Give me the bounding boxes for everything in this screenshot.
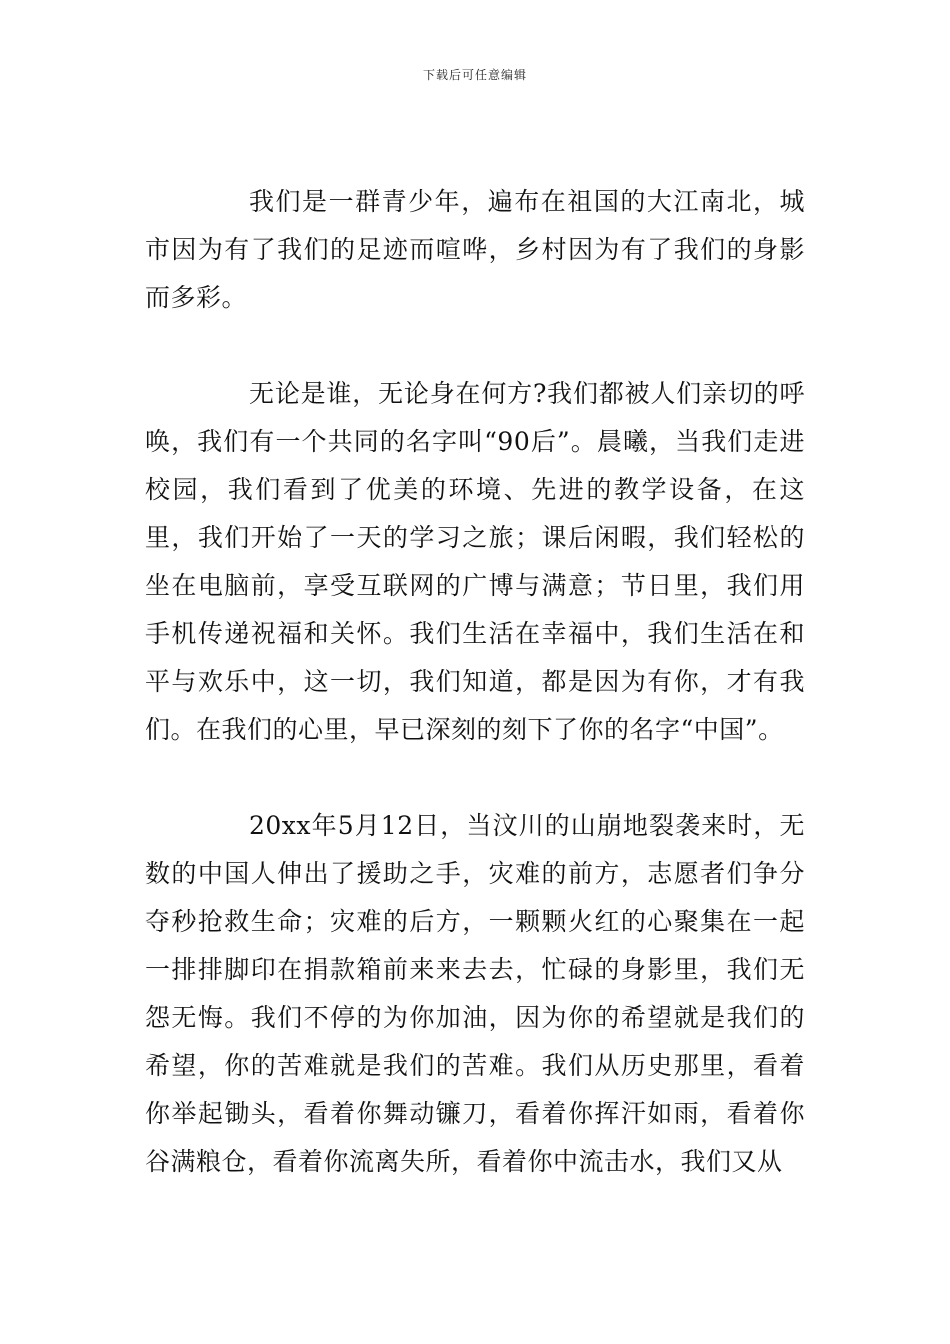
paragraph-2: 无论是谁，无论身在何方?我们都被人们亲切的呼唤，我们有一个共同的名字叫“90后”。晨曦，当我们走进校园，我们看到了优美的环境、先进的教学设备，在这里，我们开始了一天的学习之旅；课后闲暇，我们轻松的坐在电脑前，享受互联网的广博与满意；节日里，我们用手机传递祝福和关怀。我们生活在幸福中，我们生活在和平与欢乐中，这一切，我们知道，都是因为有你，才有我们。在我们的心里，早已深刻的刻下了你的名字“中国”。 [145,379,805,744]
paragraph-3: 20xx年5月12日，当汶川的山崩地裂袭来时，无数的中国人伸出了援助之手，灾难的前方，志愿者们争分夺秒抢救生命；灾难的后方，一颗颗火红的心聚集在一起一排排脚印在捐款箱前来来去去，忙碌的身影里，我们无怨无悔。我们不停的为你加油，因为你的希望就是我们的希望，你的苦难就是我们的苦难。我们从历史那里，看着你举起锄头，看着你舞动镰刀，看着你挥汗如雨，看着你谷满粮仓，看着你流离失所，看着你中流击水，我们又从 [145,811,805,1176]
paragraph-1: 我们是一群青少年，遍布在祖国的大江南北，城市因为有了我们的足迹而喧哗，乡村因为有了我们的身影而多彩。 [145,187,805,312]
page-header-note: 下载后可任意编辑 [422,68,527,82]
document-body [145,178,805,1234]
